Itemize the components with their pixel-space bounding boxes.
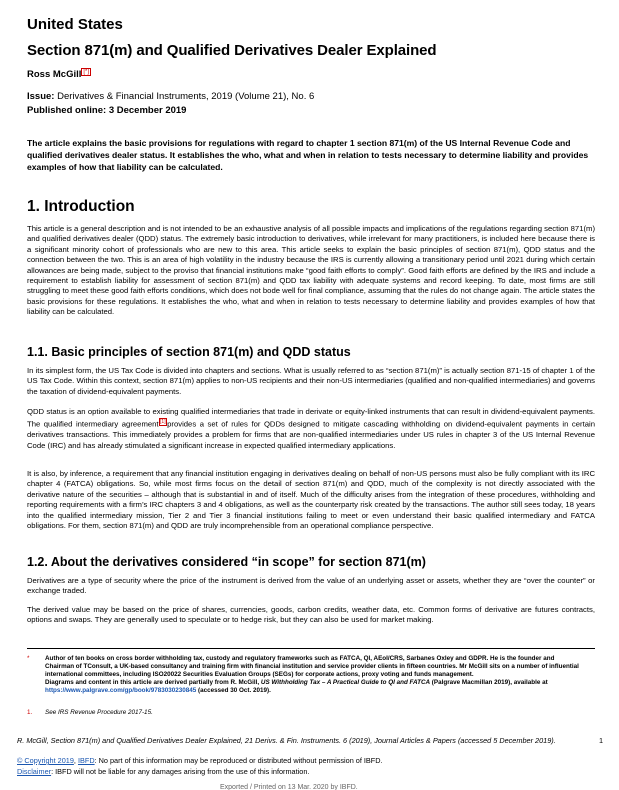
- derivatives-paragraph-1: Derivatives are a type of security where the price of the instrument is derived from the value of an underlying asset or assets, whether they are “over the counter” or exchange traded.: [27, 576, 595, 596]
- footnote-text: Author of ten books on cross border withholding tax, custody and regulatory frameworks such as FATCA, QI, AEoI/CRS, Sarbanes Oxley and GDPR. He is the founder and Chairman of TConsult, a UK-based consultancy and training firm with financial institution and service provider clients in fifteen countries. Mr McGill sits on a number of influential international committees, including ISO20022 Securities Evaluation Groups (SEGs) for corporate actions, proxy voting and funds management.: [45, 655, 579, 678]
- footnote-divider: [27, 648, 595, 649]
- basic-principles-paragraph-3: It is also, by inference, a requirement that any financial institution engaging in derivatives dealing on behalf of non-US persons must also be fully compliant with its IRC chapter 4 (FATCA) obligations. So, while most firms focus on the detail of section 871(m) and QDD, much of the complexity is not directly associated with the derivative nature of the securities – although that is substantial in and of itself. Much of the difficulty arises from the integration of these procedures, withholding and reporting requirements with a firm’s IRC chapters 3 and 4 obligations, as well as the counterparty risk created by the transactions. The author still sees today, 18 years into the qualified intermediary mission, Tier 2 and Tier 3 financial institutions failing to meet or even understand their basic qualified intermediary and FATCA obligations. For them, section 871(m) and QDD are truly incomprehensible from an operational compliance perspective.: [27, 469, 595, 531]
- issue-line: [27, 91, 314, 102]
- copyright-line: © Copyright 2019, IBFD: No part of this information may be reproduced or distributed without permission of IBFD.: [17, 756, 383, 765]
- footnote-text: Diagrams and content in this article are derived partially from R. McGill,: [45, 679, 261, 686]
- book-title: US Withholding Tax – A Practical Guide to QI and FATCA: [260, 679, 431, 686]
- footnote-text: (accessed 30 Oct. 2019).: [196, 687, 271, 694]
- copyright-text: : No part of this information may be reproduced or distributed without permission of IBFD.: [94, 756, 383, 765]
- footnote-text: (Palgrave Macmillan 2019), available at: [430, 679, 548, 686]
- disclaimer-line: [17, 767, 309, 776]
- disclaimer-text: : IBFD will not be liable for any damages arising from the use of this information.: [51, 767, 310, 776]
- section-heading-introduction: 1. Introduction: [27, 198, 135, 215]
- disclaimer-link[interactable]: Disclaimer: [17, 767, 52, 776]
- basic-principles-paragraph-2: [27, 407, 595, 451]
- copyright-link[interactable]: © Copyright 2019: [17, 756, 74, 765]
- published-line: [27, 105, 186, 116]
- issue-value: Derivatives & Financial Instruments, 2019 (Volume 21), No. 6: [57, 91, 315, 102]
- author-name: Ross McGill: [27, 69, 82, 81]
- published-label: Published online:: [27, 105, 107, 116]
- introduction-paragraph: This article is a general description and is not intended to be an exhaustive analysis of all possible impacts and implications of the regulations regarding section 871(m) and qualified derivatives dealer (QDD) status. The extremely basic introduction to derivatives, while irrelevant for many practitioners, is included here because there is a significant minority cohort of professionals who are new to this area. This article seeks to explain the basic principles of section 871(m), QDD status and the connection between the two. This is an area of high volatility in the industry because the IRS is currently allowing a transitionary period until 2021 during which certain allowances are being made, subject to the proviso that financial institutions make “good faith efforts to comply”. Good faith efforts are defined by the IRS and include a requirement to establish liability for assessment of section 871(m) and QDD tax liability with adequate systems and record keeping. To date, most firms are still struggling to meet these good faith efforts conditions, which does not bode well for final compliance, assuming that the rules do not change again. The article states the basic provisions for these regulations. It establishes the who, what and when in relation to tests necessary to determine liability and provides examples of how that liability can be calculated.: [27, 224, 595, 317]
- article-title: Section 871(m) and Qualified Derivatives Dealer Explained: [27, 42, 437, 59]
- footnote-1-text: See IRS Revenue Procedure 2017-15.: [45, 709, 153, 716]
- section-heading-basic-principles: 1.1. Basic principles of section 871(m) and QDD status: [27, 345, 351, 359]
- country-heading: United States: [27, 16, 123, 33]
- paragraph-text: QDD status is an option available to existing qualified intermediaries that trade in derivate or equity-linked instruments that can result in dividend-equivalent payments. The qualified intermediary agreement: [27, 407, 595, 429]
- footnote-marker: 1.: [27, 709, 33, 716]
- footnote-1: [27, 709, 595, 717]
- issue-label: Issue:: [27, 91, 55, 102]
- paragraph-text: provides a set of rules for QDDs designed to mitigate cascading withholding on dividend-equivalent payments in certain derivatives transactions. This immediately provides a problem for firms that are non-qualified intermediaries under US rules in chapter 3 of the US Internal Revenue Code (IRC) and has already stimulated a significant increase in expected qualified intermediary applications.: [27, 419, 596, 450]
- basic-principles-paragraph-1: In its simplest form, the US Tax Code is divided into chapters and sections. What is usually referred to as “section 871(m)” is actually section 871-15 of chapter 1 of the US Tax Code. Within this context, section 871(m) applies to non-US recipients and their non-US intermediaries (qualified and non-qualified intermediaries) and governs the taxation of dividend-equivalent payments.: [27, 366, 595, 396]
- citation-footer: [17, 736, 603, 745]
- footnote-author-text: [45, 655, 585, 695]
- author-line: [27, 69, 91, 80]
- section-heading-derivatives-in-scope: 1.2. About the derivatives considered “in scope” for section 871(m): [27, 555, 426, 569]
- published-value: 3 December 2019: [108, 105, 187, 116]
- author-note-link[interactable]: [*]: [83, 69, 90, 75]
- page-number: 1: [598, 736, 603, 745]
- footnote-1-link[interactable]: [1]: [160, 419, 166, 426]
- abstract: The article explains the basic provisions for regulations with regard to chapter 1 section 871(m) of the US Internal Revenue Code and qualified derivatives dealer status. It establishes the who, what and when in relation to tests necessary to determine liability and provides examples of how that liability can be calculated.: [27, 138, 589, 172]
- footnote-marker: *: [27, 655, 30, 662]
- derivatives-paragraph-2: The derived value may be based on the price of shares, currencies, goods, carbon credits, weather data, etc. Common forms of derivative are futures contracts, options and swaps. They are generally used to speculate or to hedge risk, but they can also be used for market making.: [27, 605, 595, 625]
- ibfd-link[interactable]: IBFD: [77, 756, 95, 765]
- palgrave-link[interactable]: https://www.palgrave.com/gp/book/9783030230845: [45, 687, 197, 694]
- export-note: Exported / Printed on 13 Mar. 2020 by IBFD.: [220, 784, 358, 790]
- footnote-author: [27, 655, 595, 695]
- citation-text: R. McGill, Section 871(m) and Qualified Derivatives Dealer Explained, 21 Derivs. & Fin. Instruments. 6 (2019), Journal Articles & Papers (accessed 5 December 2019).: [17, 736, 556, 745]
